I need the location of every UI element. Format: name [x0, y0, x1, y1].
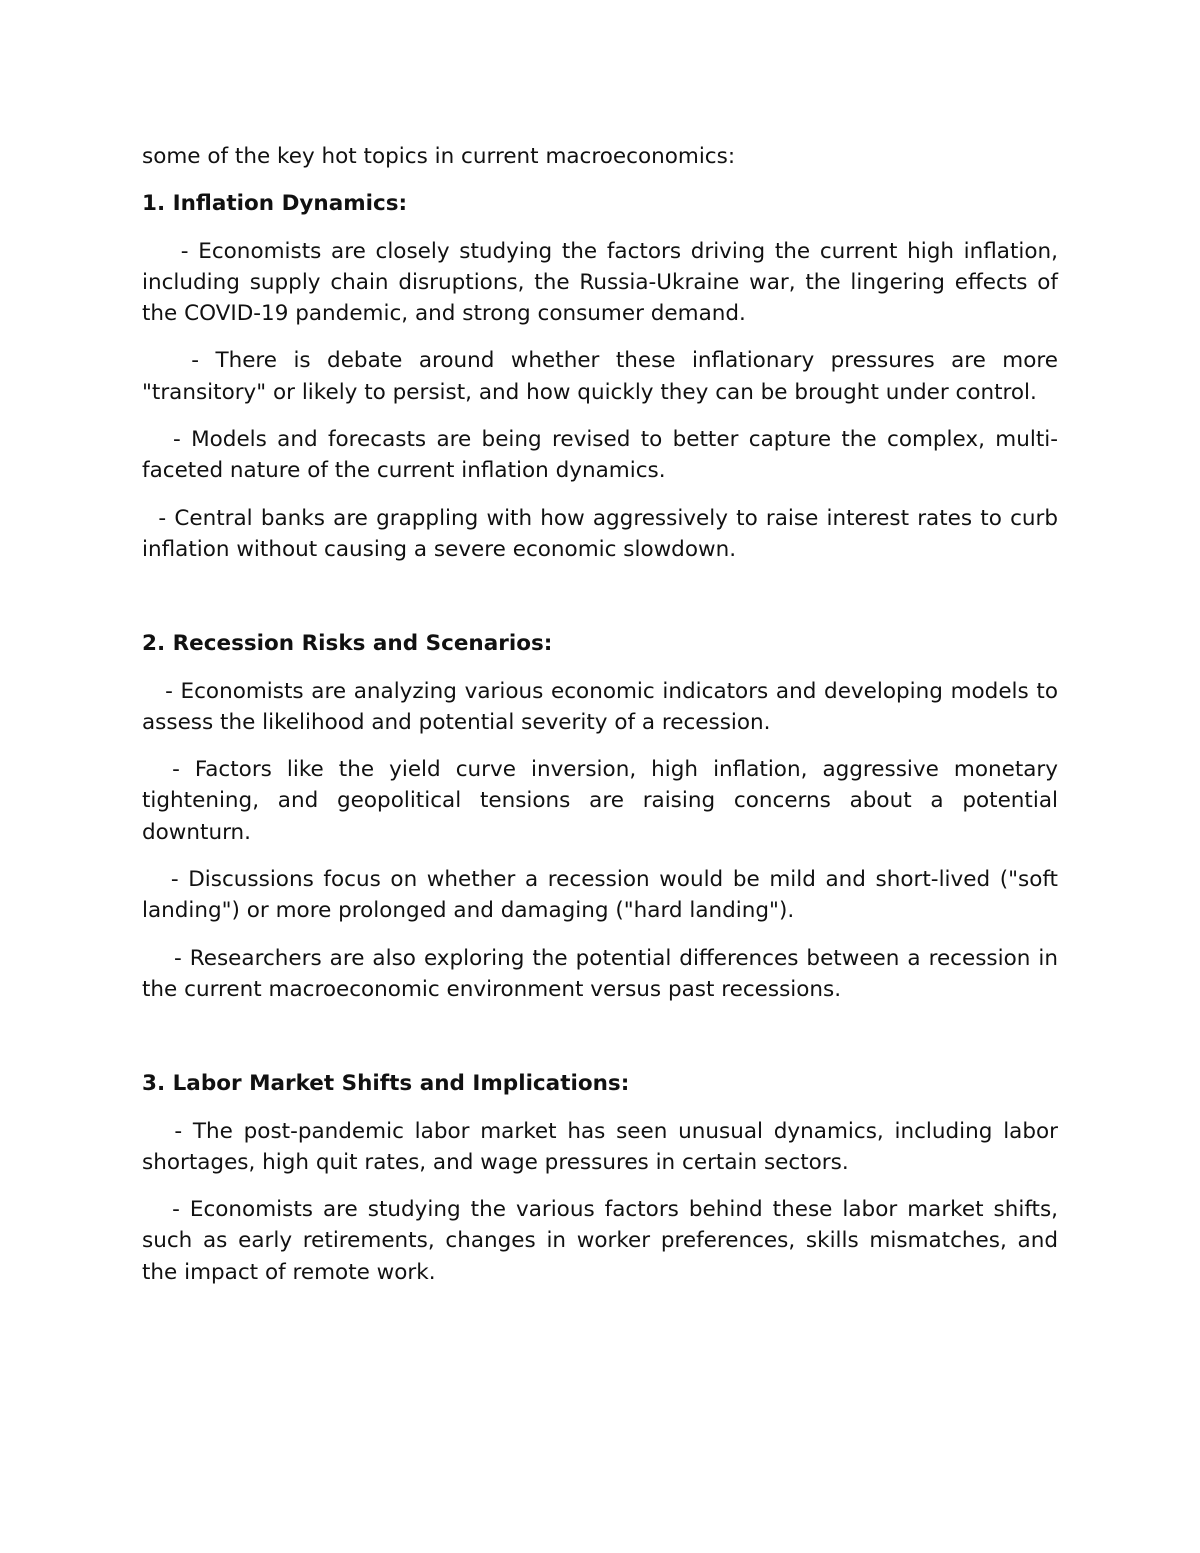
bullet-paragraph: - Economists are analyzing various economic indicators and developing models to assess the likelihood and potential severity of a recession. — [142, 678, 1065, 735]
bullet-paragraph: - Discussions focus on whether a recession would be mild and short-lived ("soft landing") or more prolonged and damaging ("hard landing"). — [142, 867, 1065, 924]
bullet-paragraph: - Economists are studying the various factors behind these labor market shifts, such as early retirements, changes in worker preferences, skills mismatches, and the impact of remote work. — [142, 1197, 1065, 1285]
section-recession-risks — [142, 628, 1065, 1005]
bullet-paragraph: - Factors like the yield curve inversion, high inflation, aggressive monetary tightening, and geopolitical tensions are raising concerns about a potential downturn. — [142, 757, 1065, 845]
section-heading: 3. Labor Market Shifts and Implications: — [142, 1071, 630, 1097]
bullet-paragraph: - Researchers are also exploring the potential differences between a recession in the current macroeconomic environment versus past recessions. — [142, 945, 1065, 1002]
section-spacer — [142, 581, 1058, 628]
section-inflation-dynamics — [142, 188, 1065, 565]
section-labor-market — [142, 1068, 1065, 1288]
bullet-paragraph: - The post-pandemic labor market has seen unusual dynamics, including labor shortages, high quit rates, and wage pressures in certain sectors. — [142, 1118, 1065, 1175]
section-spacer — [142, 1021, 1058, 1068]
intro-paragraph: some of the key hot topics in current macroeconomics: — [142, 144, 736, 169]
section-heading: 1. Inflation Dynamics: — [142, 191, 408, 217]
bullet-paragraph: - Models and forecasts are being revised to better capture the complex, multi-faceted nature of the current inflation dynamics. — [142, 427, 1058, 484]
bullet-paragraph: - Central banks are grappling with how aggressively to raise interest rates to curb inflation without causing a severe economic slowdown. — [142, 505, 1065, 562]
bullet-paragraph: - There is debate around whether these inflationary pressures are more "transitory" or likely to persist, and how quickly they can be brought under control. — [142, 348, 1065, 405]
section-heading: 2. Recession Risks and Scenarios: — [142, 631, 553, 657]
bullet-paragraph: - Economists are closely studying the factors driving the current high inflation, including supply chain disruptions, the Russia-Ukraine war, the lingering effects of the COVID-19 pandemic, and strong consumer demand. — [142, 238, 1065, 327]
document-body — [142, 141, 1065, 1304]
